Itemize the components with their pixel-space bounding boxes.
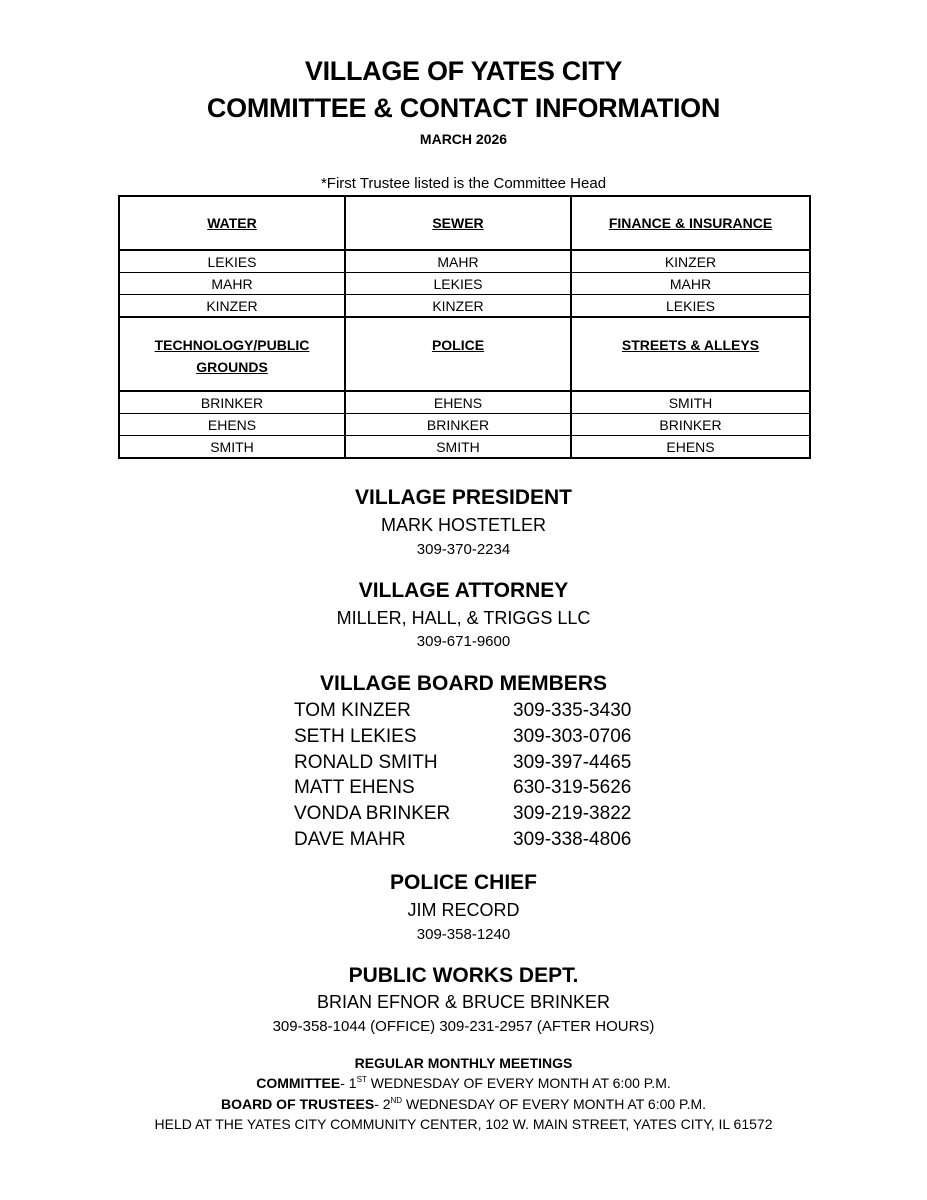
committee-member: KINZER bbox=[345, 295, 571, 318]
page-title: VILLAGE OF YATES CITY bbox=[304, 56, 623, 86]
board-member-phone: 630-319-5626 bbox=[513, 777, 632, 798]
public-works-names: BRIAN EFNOR & BRUCE BRINKER bbox=[316, 992, 611, 1012]
committee-header: FINANCE & INSURANCE bbox=[571, 196, 810, 250]
board-member-phone: 309-397-4465 bbox=[513, 752, 632, 773]
board-member-name: VONDA BRINKER bbox=[294, 803, 451, 824]
attorney-name: MILLER, HALL, & TRIGGS LLC bbox=[336, 608, 591, 628]
committee-member-row bbox=[119, 414, 810, 436]
committee-member: MAHR bbox=[571, 273, 810, 295]
committee-header-line: TECHNOLOGY/PUBLIC bbox=[154, 337, 310, 353]
board-member-row bbox=[294, 777, 654, 801]
police-chief-name: JIM RECORD bbox=[407, 900, 520, 920]
board-member-phone: 309-335-3430 bbox=[513, 700, 632, 721]
committee-member: SMITH bbox=[571, 391, 810, 414]
committee-head-note: *First Trustee listed is the Committee Head bbox=[320, 175, 607, 192]
public-works-phones: 309-358-1044 (OFFICE) 309-231-2957 (AFTER HOURS) bbox=[272, 1018, 655, 1035]
committee-meeting-line bbox=[0, 1075, 927, 1091]
committee-member-row bbox=[119, 273, 810, 295]
committee-member-row bbox=[119, 436, 810, 459]
president-heading: VILLAGE PRESIDENT bbox=[354, 486, 573, 509]
committee-member: MAHR bbox=[345, 250, 571, 273]
board-member-name: MATT EHENS bbox=[294, 777, 415, 798]
board-meeting-ordinal: - 2 bbox=[374, 1096, 391, 1112]
president-name: MARK HOSTETLER bbox=[380, 515, 547, 535]
committee-member: SMITH bbox=[345, 436, 571, 459]
board-heading: VILLAGE BOARD MEMBERS bbox=[319, 672, 607, 695]
police-chief-heading: POLICE CHIEF bbox=[389, 871, 537, 894]
attorney-heading: VILLAGE ATTORNEY bbox=[358, 579, 569, 602]
committee-member: EHENS bbox=[571, 436, 810, 459]
board-member-row bbox=[294, 829, 654, 853]
board-member-row bbox=[294, 752, 654, 776]
board-member-name: DAVE MAHR bbox=[294, 829, 406, 850]
committee-meeting-schedule: WEDNESDAY OF EVERY MONTH AT 6:00 P.M. bbox=[366, 1075, 671, 1091]
board-meeting-line bbox=[0, 1096, 927, 1112]
committee-member: LEKIES bbox=[345, 273, 571, 295]
committee-member: BRINKER bbox=[571, 414, 810, 436]
president-phone: 309-370-2234 bbox=[416, 541, 511, 558]
police-chief-phone: 309-358-1240 bbox=[416, 926, 511, 943]
page-subtitle: COMMITTEE & CONTACT INFORMATION bbox=[206, 93, 721, 123]
meetings-heading: REGULAR MONTHLY MEETINGS bbox=[354, 1055, 573, 1071]
board-member-phone: 309-303-0706 bbox=[513, 726, 632, 747]
board-member-phone: 309-338-4806 bbox=[513, 829, 632, 850]
committee-member-row bbox=[119, 250, 810, 273]
committee-member: MAHR bbox=[119, 273, 345, 295]
meeting-location: HELD AT THE YATES CITY COMMUNITY CENTER, 102 W. MAIN STREET, YATES CITY, IL 61572 bbox=[154, 1116, 773, 1132]
committee-member: EHENS bbox=[119, 414, 345, 436]
committee-member-row bbox=[119, 295, 810, 318]
committee-member: BRINKER bbox=[345, 414, 571, 436]
committee-header: STREETS & ALLEYS bbox=[571, 317, 810, 391]
board-meeting-schedule: WEDNESDAY OF EVERY MONTH AT 6:00 P.M. bbox=[402, 1096, 707, 1112]
committee-header-line: GROUNDS bbox=[196, 359, 268, 375]
committee-header-row bbox=[119, 196, 810, 250]
committee-member: EHENS bbox=[345, 391, 571, 414]
board-meeting-label: BOARD OF TRUSTEES bbox=[220, 1096, 375, 1112]
committee-header: WATER bbox=[119, 196, 345, 250]
committee-member: LEKIES bbox=[119, 250, 345, 273]
committee-member-row bbox=[119, 391, 810, 414]
board-member-name: TOM KINZER bbox=[294, 700, 411, 721]
committee-meeting-label: COMMITTEE bbox=[256, 1075, 341, 1091]
board-meeting-ordinal-suffix: ND bbox=[390, 1096, 403, 1105]
committee-header: POLICE bbox=[345, 317, 571, 391]
board-member-name: RONALD SMITH bbox=[294, 752, 438, 773]
committee-member: LEKIES bbox=[571, 295, 810, 318]
committee-meeting-ordinal-suffix: ST bbox=[356, 1075, 367, 1084]
committee-member: KINZER bbox=[119, 295, 345, 318]
board-member-row bbox=[294, 726, 654, 750]
committee-table bbox=[118, 195, 811, 459]
committee-member: BRINKER bbox=[119, 391, 345, 414]
committee-header: SEWER bbox=[345, 196, 571, 250]
board-member-phone: 309-219-3822 bbox=[513, 803, 632, 824]
committee-member: KINZER bbox=[571, 250, 810, 273]
document-date: MARCH 2026 bbox=[419, 131, 508, 147]
committee-meeting-ordinal: - 1 bbox=[340, 1075, 357, 1091]
attorney-phone: 309-671-9600 bbox=[416, 633, 511, 650]
committee-header-row bbox=[119, 317, 810, 391]
board-member-row bbox=[294, 803, 654, 827]
board-member-row bbox=[294, 700, 654, 724]
committee-member: SMITH bbox=[119, 436, 345, 459]
committee-header bbox=[119, 317, 345, 391]
board-member-name: SETH LEKIES bbox=[294, 726, 417, 747]
public-works-heading: PUBLIC WORKS DEPT. bbox=[348, 964, 579, 987]
